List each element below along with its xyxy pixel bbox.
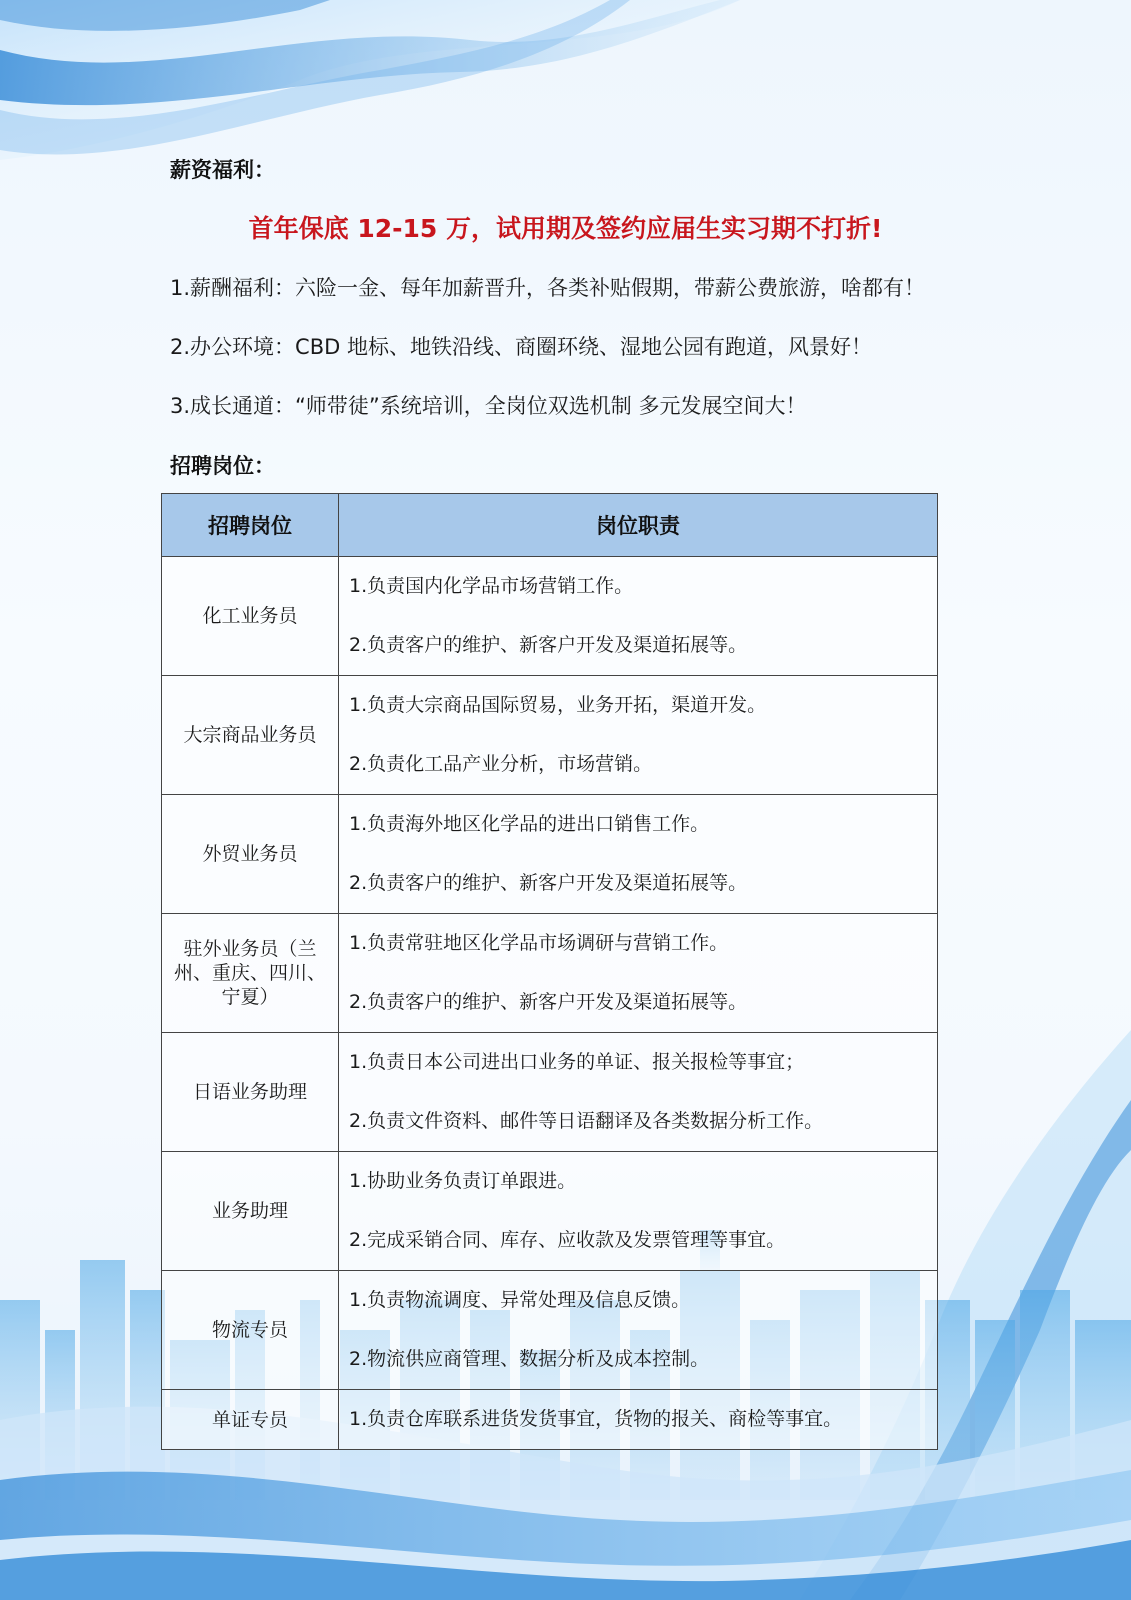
duty-line: 2.负责客户的维护、新客户开发及渠道拓展等。 bbox=[349, 634, 748, 656]
benefit-item-2: 2.办公环境：CBD 地标、地铁沿线、商圈环绕、湿地公园有跑道，风景好！ bbox=[170, 335, 872, 359]
duty-line: 2.负责客户的维护、新客户开发及渠道拓展等。 bbox=[349, 872, 748, 894]
table-row bbox=[162, 557, 938, 676]
benefits-heading: 薪资福利： bbox=[170, 158, 275, 182]
table-row bbox=[162, 1152, 938, 1271]
duty-line: 2.完成采销合同、库存、应收款及发票管理等事宜。 bbox=[349, 1229, 786, 1251]
duty-line: 1.负责大宗商品国际贸易，业务开拓，渠道开发。 bbox=[349, 694, 767, 716]
position-duties bbox=[339, 795, 938, 914]
benefit-item-3: 3.成长通道：“师带徒”系统培训，全岗位双选机制 多元发展空间大！ bbox=[170, 394, 807, 418]
duty-line: 1.负责海外地区化学品的进出口销售工作。 bbox=[349, 813, 710, 835]
table-row bbox=[162, 914, 938, 1033]
position-duties bbox=[339, 1390, 938, 1450]
positions-table bbox=[161, 493, 938, 1450]
salary-headline: 首年保底 12-15 万，试用期及签约应届生实习期不打折! bbox=[248, 214, 883, 243]
position-duties bbox=[339, 914, 938, 1033]
position-duties bbox=[339, 557, 938, 676]
duty-line: 2.物流供应商管理、数据分析及成本控制。 bbox=[349, 1348, 710, 1370]
position-duties bbox=[339, 1271, 938, 1390]
duty-line: 1.负责常驻地区化学品市场调研与营销工作。 bbox=[349, 932, 729, 954]
table-row bbox=[162, 676, 938, 795]
table-row bbox=[162, 1271, 938, 1390]
position-duties bbox=[339, 676, 938, 795]
duty-line: 1.负责日本公司进出口业务的单证、报关报检等事宜； bbox=[349, 1051, 805, 1073]
positions-heading: 招聘岗位： bbox=[170, 454, 275, 478]
duty-line: 2.负责文件资料、邮件等日语翻译及各类数据分析工作。 bbox=[349, 1110, 824, 1132]
table-header-row bbox=[162, 494, 938, 557]
position-duties bbox=[339, 1033, 938, 1152]
position-name: 大宗商品业务员 bbox=[162, 676, 339, 795]
duty-line: 2.负责化工品产业分析，市场营销。 bbox=[349, 753, 653, 775]
benefit-item-1: 1.薪酬福利：六险一金、每年加薪晋升，各类补贴假期，带薪公费旅游，啥都有！ bbox=[170, 276, 926, 300]
position-name: 物流专员 bbox=[162, 1271, 339, 1390]
table-row bbox=[162, 1033, 938, 1152]
header-position: 招聘岗位 bbox=[162, 494, 339, 557]
duty-line: 1.协助业务负责订单跟进。 bbox=[349, 1170, 577, 1192]
table-row bbox=[162, 1390, 938, 1450]
duty-line: 1.负责国内化学品市场营销工作。 bbox=[349, 575, 634, 597]
position-name: 外贸业务员 bbox=[162, 795, 339, 914]
position-duties bbox=[339, 1152, 938, 1271]
header-duties: 岗位职责 bbox=[339, 494, 938, 557]
position-name: 业务助理 bbox=[162, 1152, 339, 1271]
duty-line: 1.负责仓库联系进货发货事宜，货物的报关、商检等事宜。 bbox=[349, 1408, 843, 1430]
duty-line: 1.负责物流调度、异常处理及信息反馈。 bbox=[349, 1289, 691, 1311]
position-name: 单证专员 bbox=[162, 1390, 339, 1450]
position-name: 化工业务员 bbox=[162, 557, 339, 676]
table-row bbox=[162, 795, 938, 914]
position-name: 日语业务助理 bbox=[162, 1033, 339, 1152]
position-name: 驻外业务员（兰州、重庆、四川、宁夏） bbox=[162, 914, 339, 1033]
duty-line: 2.负责客户的维护、新客户开发及渠道拓展等。 bbox=[349, 991, 748, 1013]
